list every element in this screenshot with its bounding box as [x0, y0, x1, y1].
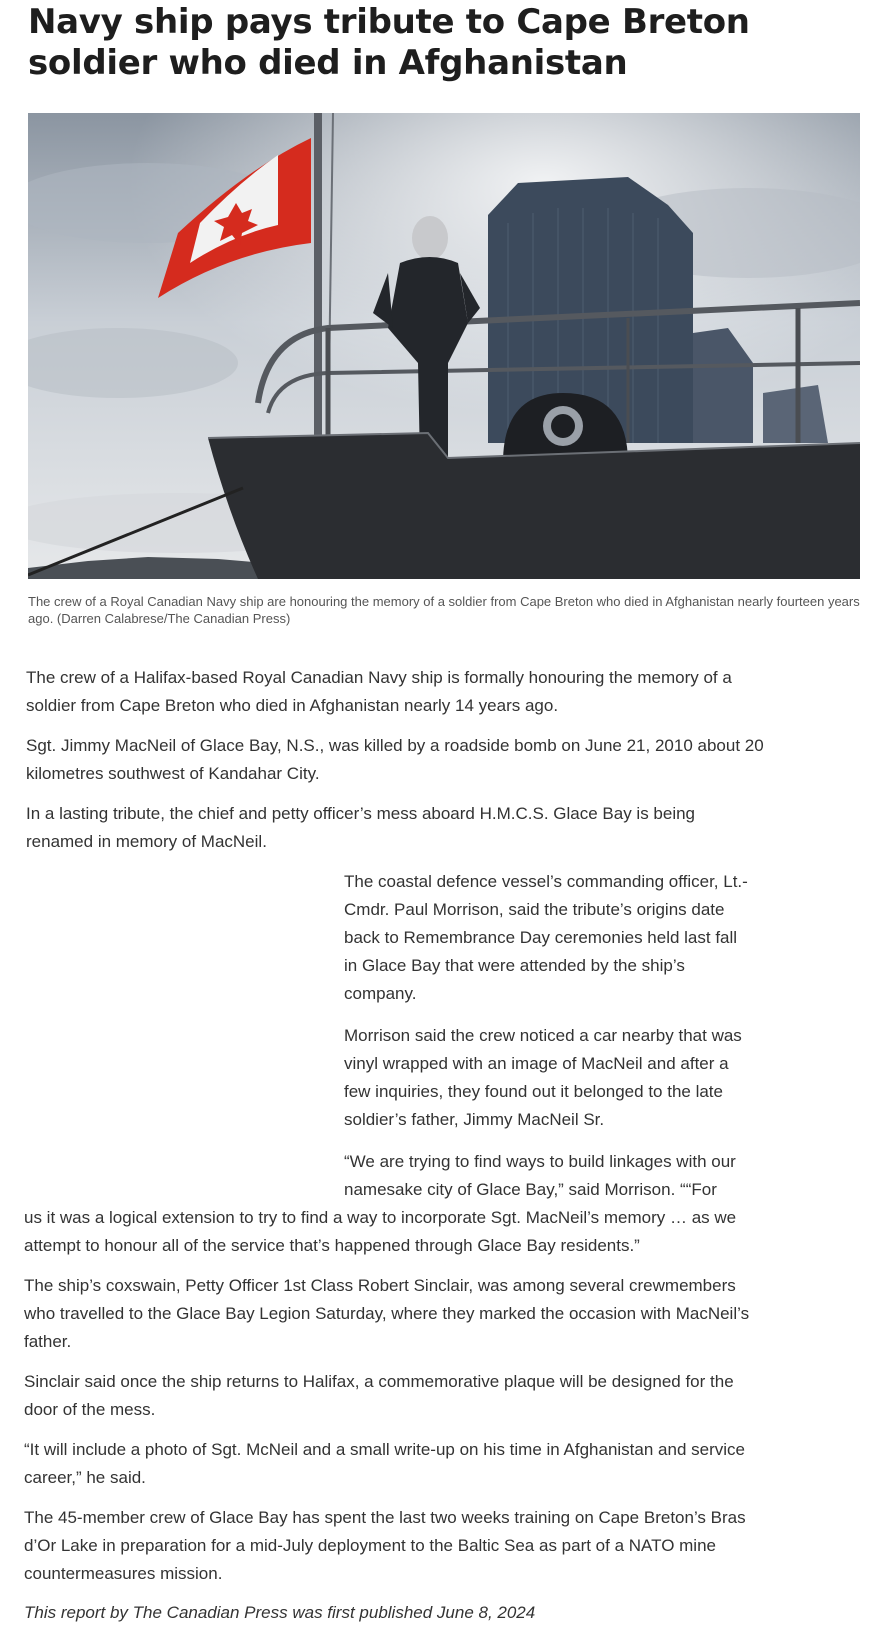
article-byline: This report by The Canadian Press was first published June 8, 2024 [24, 1603, 536, 1622]
article-photo [28, 113, 860, 579]
article-paragraph: The coastal defence vessel’s commanding officer, Lt.-Cmdr. Paul Morrison, said the tribute’s origins date back to Remembrance Day ceremonies held last fall in Glace Bay that were attended by the ship’s company. [344, 872, 748, 1003]
article-paragraph: Sgt. Jimmy MacNeil of Glace Bay, N.S., was killed by a roadside bomb on June 21, 2010 about 20 kilometres southwest of Kandahar City. [26, 736, 764, 783]
article-paragraph: In a lasting tribute, the chief and petty officer’s mess aboard H.M.C.S. Glace Bay is being renamed in memory of MacNeil. [26, 804, 696, 851]
article-paragraph: “It will include a photo of Sgt. McNeil and a small write-up on his time in Afghanistan and service career,” he said. [24, 1440, 745, 1487]
article-paragraph: Morrison said the crew noticed a car nearby that was vinyl wrapped with an image of MacNeil and after a few inquiries, they found out it belonged to the late soldier’s father, Jimmy MacNeil Sr. [344, 1026, 742, 1129]
article-paragraph: The ship’s coxswain, Petty Officer 1st Class Robert Sinclair, was among several crewmembers who travelled to the Glace Bay Legion Saturday, where they marked the occasion with MacNeil’s father. [24, 1276, 750, 1351]
article-paragraph: The crew of a Halifax-based Royal Canadian Navy ship is formally honouring the memory of a soldier from Cape Breton who died in Afghanistan nearly 14 years ago. [26, 668, 732, 715]
article-paragraph: us it was a logical extension to try to find a way to incorporate Sgt. MacNeil’s memory … as we attempt to honour all of the service that’s happened through Glace Bay residents.” [24, 1208, 737, 1255]
article-headline: Navy ship pays tribute to Cape Breton soldier who died in Afghanistan [28, 2, 750, 83]
ship-and-flag-image [28, 113, 860, 579]
article-paragraph: “We are trying to find ways to build linkages with our namesake city of Glace Bay,” said Morrison. ““For [344, 1152, 736, 1199]
photo-caption: The crew of a Royal Canadian Navy ship are honouring the memory of a soldier from Cape Breton who died in Afghanistan nearly fourteen years ago. (Darren Calabrese/The Canadian Press) [28, 594, 860, 626]
article-paragraph: The 45-member crew of Glace Bay has spent the last two weeks training on Cape Breton’s Bras d’Or Lake in preparation for a mid-July deployment to the Baltic Sea as part of a NATO mine countermeasures mission. [24, 1508, 746, 1583]
article-paragraph: Sinclair said once the ship returns to Halifax, a commemorative plaque will be designed for the door of the mess. [24, 1372, 734, 1419]
